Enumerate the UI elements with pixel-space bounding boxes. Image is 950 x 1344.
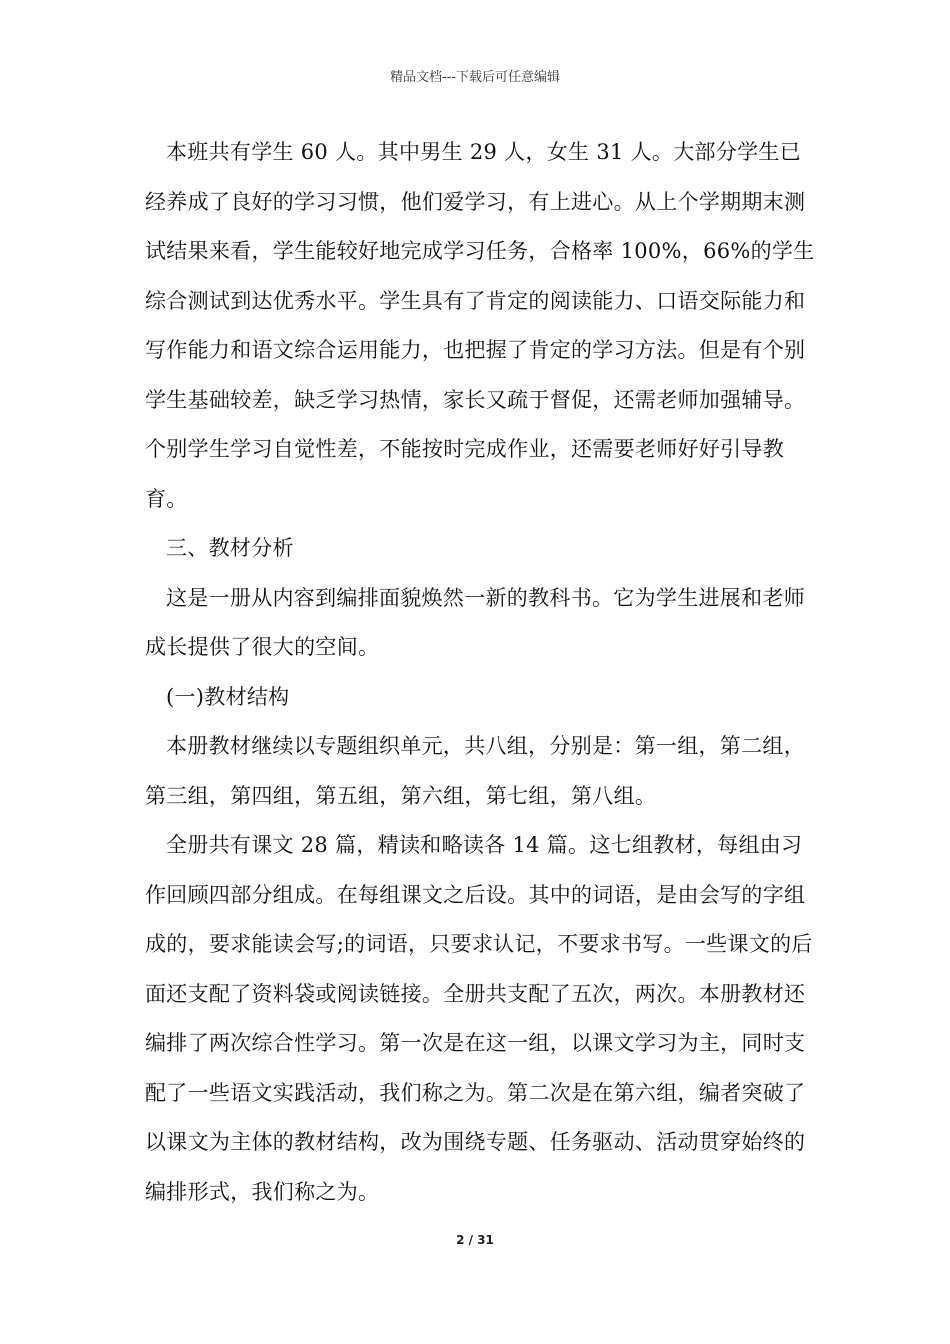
section-heading-textbook-analysis: 三、教材分析 [166,536,294,560]
page-header: 精品文档---下载后可任意编辑 [389,70,561,85]
paragraph-unit-groups: 本册教材继续以专题组织单元，共八组，分别是：第一组，第二组，第三组，第四组，第五组，第六组，第七组，第八组。 [145,734,805,808]
page-number: 2 / 31 [456,1233,494,1247]
document-body [145,128,815,1217]
subheading-textbook-structure: (一)教材结构 [166,684,290,709]
paragraph-textbook-intro: 这是一册从内容到编排面貌焕然一新的教科书。它为学生进展和老师成长提供了很大的空间。 [145,585,805,659]
paragraph-lesson-details: 全册共有课文 28 篇，精读和略读各 14 篇。这七组教材，每组由习作回顾四部分组成。在每组课文之后设。其中的词语，是由会写的字组成的，要求能读会写;的词语，只要求认记，不要求书写。一些课文的后面还支配了资料袋或阅读链接。全册共支配了五次，两次。本册教材还编排了两次综合性学习。第一次是在这一组，以课文学习为主，同时支配了一些语文实践活动，我们称之为。第二次是在第六组，编者突破了以课文为主体的教材结构，改为围绕专题、任务驱动、活动贯穿始终的编排形式，我们称之为。 [145,833,813,1204]
paragraph-class-overview: 本班共有学生 60 人。其中男生 29 人，女生 31 人。大部分学生已经养成了良好的学习习惯，他们爱学习，有上进心。从上个学期期末测试结果来看，学生能较好地完成学习任务，合格率 100%，66%的学生综合测试到达优秀水平。学生具有了肯定的阅读能力、口语交际能力和写作能力和语文综合运用能力，也把握了肯定的学习方法。但是有个别学生基础较差，缺乏学习热情，家长又疏于督促，还需老师加强辅导。个别学生学习自觉性差，不能按时完成作业，还需要老师好好引导教育。 [145,140,815,511]
